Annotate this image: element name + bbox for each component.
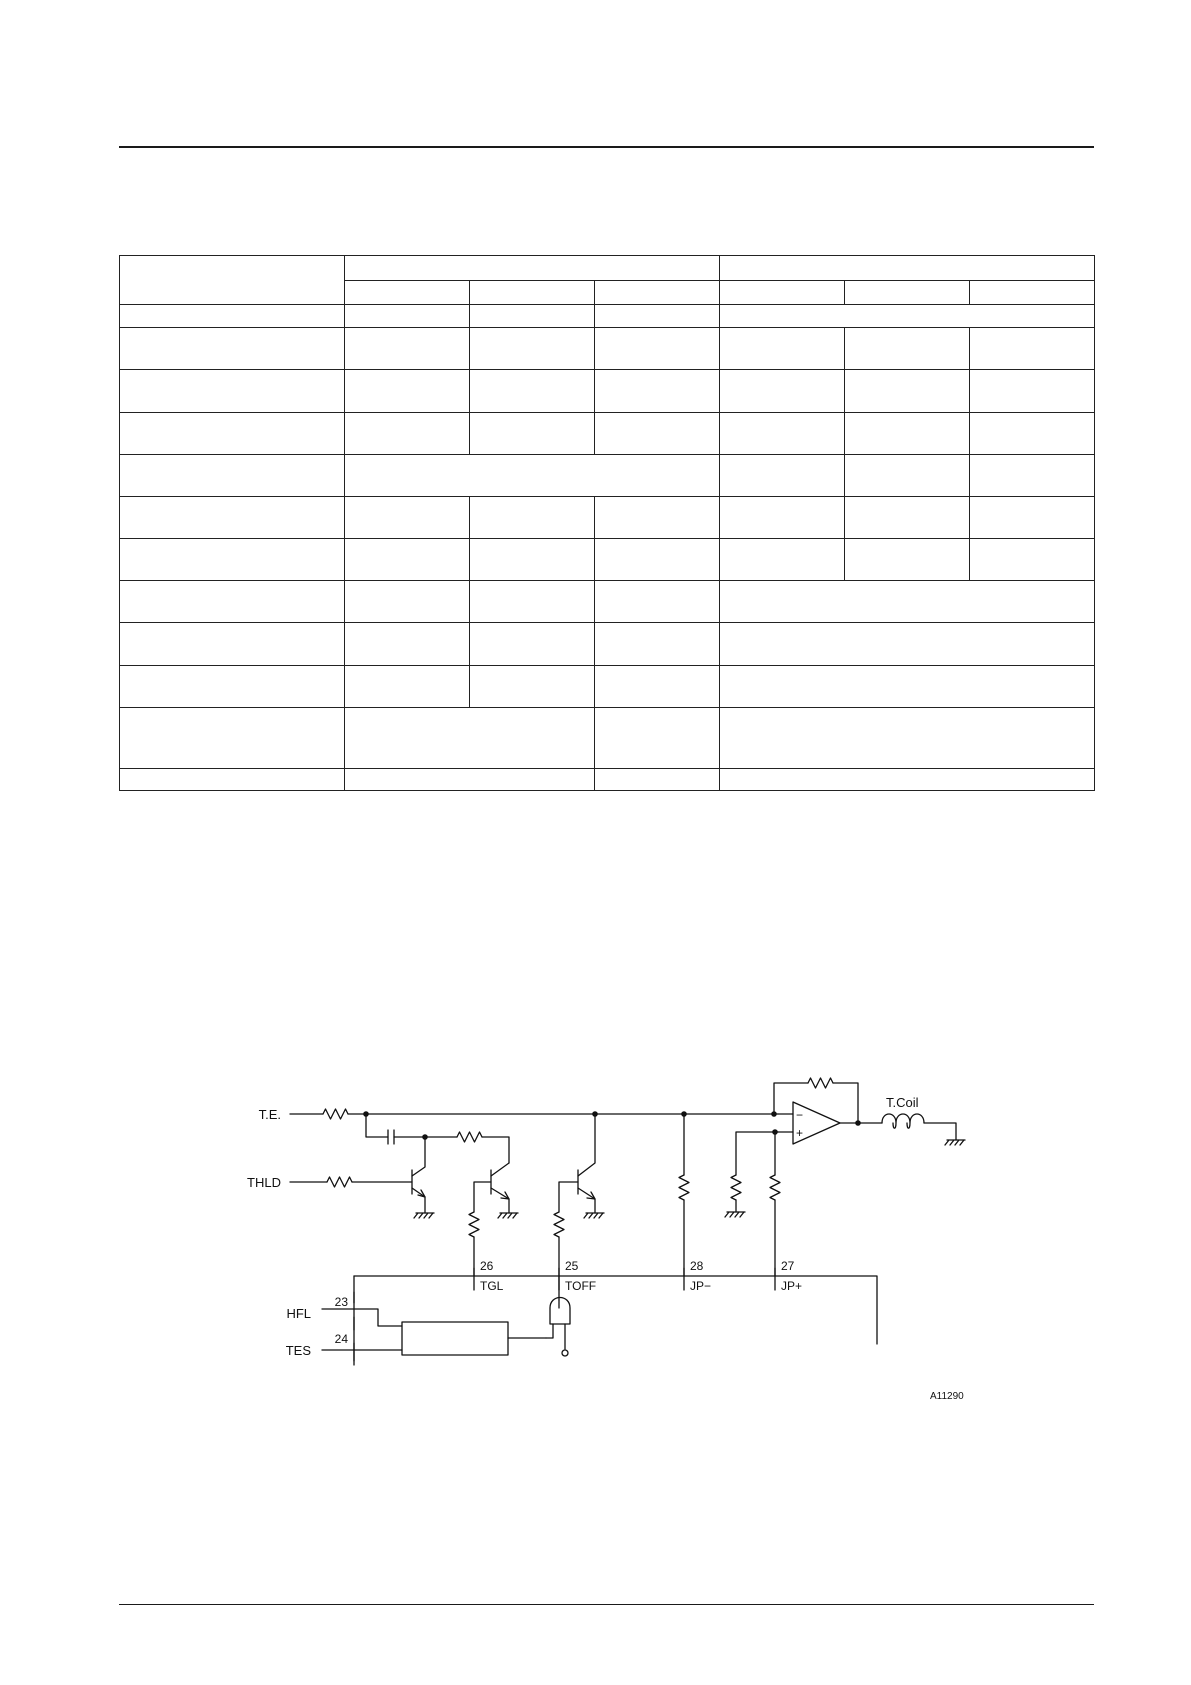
ground-icon	[945, 1140, 965, 1145]
figure-code: A11290	[930, 1391, 964, 1402]
hfl-wire	[322, 1309, 402, 1326]
feedforward-resistor	[457, 1132, 482, 1142]
tgl-base-resistor	[469, 1212, 479, 1237]
opamp-minus-label: −	[796, 1108, 804, 1122]
ground-icon	[725, 1212, 745, 1217]
te-input-resistor	[323, 1109, 348, 1119]
wire	[736, 1132, 778, 1175]
transistor-q3-collector	[578, 1114, 595, 1176]
pin-28-name: JP−	[690, 1279, 712, 1293]
feedback-resistor	[808, 1078, 833, 1088]
pin-23-number: 23	[334, 1295, 348, 1309]
jp-minus-resistor	[679, 1175, 689, 1200]
pin-marks	[474, 1268, 775, 1290]
junction-dot	[363, 1111, 369, 1117]
transistor-q2-collector	[491, 1163, 509, 1176]
wire	[482, 1137, 509, 1163]
pin-26-name: TGL	[480, 1279, 504, 1293]
pin-24-number: 24	[334, 1332, 348, 1346]
pin-25-number: 25	[565, 1259, 579, 1273]
footer-rule	[119, 1604, 1094, 1605]
wire	[559, 1182, 578, 1212]
transistor-q1-collector	[412, 1137, 425, 1176]
pin-26-number: 26	[480, 1259, 494, 1273]
junction-dot	[771, 1111, 777, 1117]
junction-dot	[772, 1129, 778, 1135]
pin-27-name: JP+	[781, 1279, 803, 1293]
emitter-arrow-icon	[587, 1192, 595, 1199]
bias-resistor	[731, 1175, 741, 1200]
ground-icon	[584, 1213, 604, 1218]
toff-base-resistor	[554, 1212, 564, 1237]
junction-dot	[422, 1134, 428, 1140]
ground-icon	[414, 1213, 434, 1218]
junction-dot	[681, 1111, 687, 1117]
thld-label: THLD	[247, 1175, 281, 1190]
wire	[474, 1182, 491, 1212]
coil-label: T.Coil	[886, 1095, 919, 1110]
junction-dot	[592, 1111, 598, 1117]
junction-dot	[855, 1120, 861, 1126]
coupling-capacitor	[388, 1130, 394, 1144]
te-label: T.E.	[258, 1107, 281, 1122]
open-terminal-icon	[562, 1350, 568, 1356]
pin-25-name: TOFF	[565, 1279, 597, 1293]
jp-plus-resistor	[770, 1175, 780, 1200]
transistor-q1-emitter	[412, 1188, 425, 1213]
transistor-q2-emitter	[491, 1188, 509, 1213]
opamp-plus-label: +	[796, 1126, 804, 1140]
pin-27-number: 27	[781, 1259, 795, 1273]
feedback-wire	[833, 1083, 858, 1123]
transistor-q3-emitter	[578, 1188, 595, 1213]
pin-28-number: 28	[690, 1259, 704, 1273]
tes-label: TES	[285, 1343, 311, 1358]
wire	[366, 1114, 388, 1137]
hfl-label: HFL	[286, 1306, 311, 1321]
wire	[924, 1123, 956, 1140]
opamp-input-wires	[778, 1114, 793, 1132]
thld-input-resistor	[327, 1177, 352, 1187]
logic-block	[402, 1322, 508, 1355]
and-gate	[550, 1298, 570, 1325]
tracking-coil	[882, 1114, 924, 1128]
ground-icon	[498, 1213, 518, 1218]
